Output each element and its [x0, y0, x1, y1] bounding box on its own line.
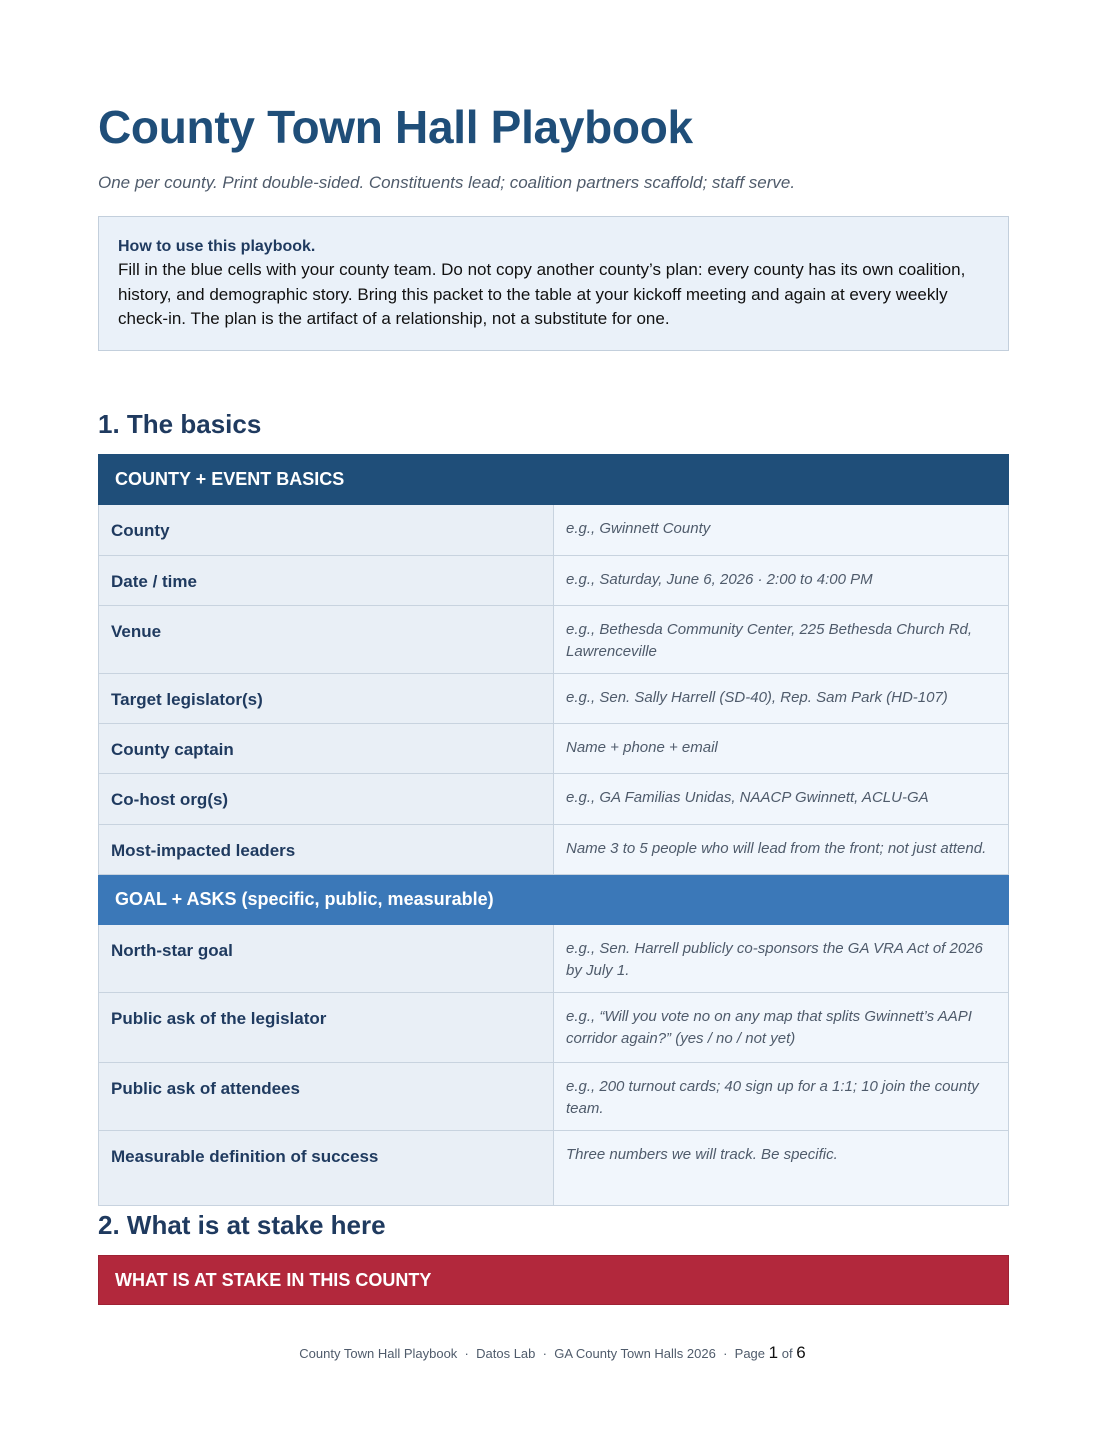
- table-row: [99, 825, 1009, 875]
- footer-separator: ·: [464, 1346, 469, 1361]
- fill-cell-most-impacted-leaders[interactable]: Name 3 to 5 people who will lead from the front; not just attend.: [554, 825, 1009, 875]
- footer-page-word: Page: [734, 1346, 766, 1361]
- document-subtitle: One per county. Print double-sided. Constituents lead; coalition partners scaffold; staff serve.: [98, 173, 796, 192]
- howto-body: Fill in the blue cells with your county team. Do not copy another county’s plan: every county has its own coalition, history, and demographic story. Bring this packet to the table at your kickoff meeting and again at every weekly check-in. The plan is the artifact of a relationship, not a substitute for one.: [118, 260, 966, 328]
- table-band-stake: WHAT IS AT STAKE IN THIS COUNTY: [98, 1255, 1009, 1305]
- table-band-goal-asks: GOAL + ASKS (specific, public, measurable): [99, 875, 1009, 925]
- table-row: [99, 724, 1009, 774]
- section-heading-basics: 1. The basics: [98, 409, 262, 439]
- page-footer: [0, 1343, 1105, 1363]
- basics-table: [98, 454, 1009, 1206]
- table-band-row: [99, 455, 1009, 505]
- row-label-county: County: [99, 505, 554, 556]
- table-row: [99, 556, 1009, 606]
- row-label-venue: Venue: [99, 606, 554, 674]
- row-label-measurable-success: Measurable definition of success: [99, 1131, 554, 1206]
- table-row: [99, 925, 1009, 993]
- fill-cell-county[interactable]: e.g., Gwinnett County: [554, 505, 1009, 556]
- footer-page-number: 1: [768, 1343, 779, 1362]
- footer-series: GA County Town Halls 2026: [554, 1346, 716, 1361]
- section-heading-stake: 2. What is at stake here: [98, 1210, 386, 1240]
- footer-page-total: 6: [796, 1343, 806, 1362]
- fill-cell-co-host-orgs[interactable]: e.g., GA Familias Unidas, NAACP Gwinnett, ACLU-GA: [554, 774, 1009, 825]
- fill-cell-target-legislators[interactable]: e.g., Sen. Sally Harrell (SD-40), Rep. Sam Park (HD-107): [554, 674, 1009, 724]
- table-row: [99, 993, 1009, 1063]
- fill-cell-north-star-goal[interactable]: e.g., Sen. Harrell publicly co-sponsors the GA VRA Act of 2026 by July 1.: [554, 925, 1009, 993]
- row-label-target-legislators: Target legislator(s): [99, 674, 554, 724]
- footer-separator: ·: [542, 1346, 547, 1361]
- table-row: [99, 1131, 1009, 1206]
- table-band-row: [99, 875, 1009, 925]
- footer-of-word: of: [781, 1346, 793, 1361]
- footer-separator: ·: [723, 1346, 728, 1361]
- fill-cell-public-ask-legislator[interactable]: e.g., “Will you vote no on any map that splits Gwinnett’s AAPI corridor again?” (yes / no / not yet): [554, 993, 1009, 1063]
- fill-cell-venue[interactable]: e.g., Bethesda Community Center, 225 Bethesda Church Rd, Lawrenceville: [554, 606, 1009, 674]
- row-label-north-star-goal: North-star goal: [99, 925, 554, 993]
- document-title: County Town Hall Playbook: [98, 101, 693, 153]
- howto-callout: [98, 216, 1009, 351]
- fill-cell-public-ask-attendees[interactable]: e.g., 200 turnout cards; 40 sign up for a 1:1; 10 join the county team.: [554, 1063, 1009, 1131]
- fill-cell-measurable-success[interactable]: Three numbers we will track. Be specific.: [554, 1131, 1009, 1206]
- table-row: [99, 674, 1009, 724]
- row-label-public-ask-legislator: Public ask of the legislator: [99, 993, 554, 1063]
- fill-cell-county-captain[interactable]: Name + phone + email: [554, 724, 1009, 774]
- row-label-date-time: Date / time: [99, 556, 554, 606]
- footer-doc-title: County Town Hall Playbook: [299, 1346, 458, 1361]
- row-label-most-impacted-leaders: Most-impacted leaders: [99, 825, 554, 875]
- row-label-county-captain: County captain: [99, 724, 554, 774]
- table-row: [99, 505, 1009, 556]
- row-label-public-ask-attendees: Public ask of attendees: [99, 1063, 554, 1131]
- fill-cell-date-time[interactable]: e.g., Saturday, June 6, 2026 · 2:00 to 4:00 PM: [554, 556, 1009, 606]
- footer-org: Datos Lab: [476, 1346, 536, 1361]
- howto-heading: How to use this playbook.: [118, 238, 316, 255]
- table-band-county-event: COUNTY + EVENT BASICS: [99, 455, 1009, 505]
- row-label-co-host-orgs: Co-host org(s): [99, 774, 554, 825]
- table-row: [99, 606, 1009, 674]
- table-row: [99, 1063, 1009, 1131]
- table-row: [99, 774, 1009, 825]
